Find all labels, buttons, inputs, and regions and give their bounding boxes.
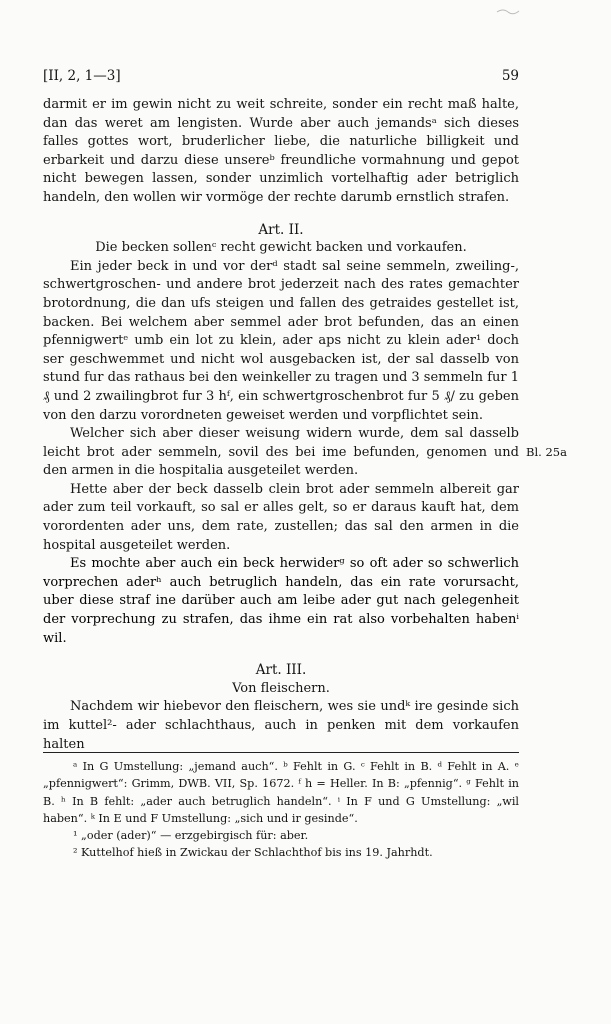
article-subtitle: Von fleischern. <box>232 680 330 696</box>
scan-smudge <box>495 6 521 18</box>
paragraph: Nachdem wir hiebevor den fleischern, wes sie undᵏ ire gesinde sich im kuttel²- ader schlachthaus, auch in penken mit dem vorkaufen halten <box>43 699 519 752</box>
paragraph: Es mochte aber auch ein beck herwiderᵍ so oft ader so schwerlich vorprechen aderʰ auch betruglich handeln, das ein rate vorursacht, uber diese straf ine darüber auch am leibe ader gut nach gelegenheit der vorprechung zu strafen, das ihme ein rat also vorbehalten habenⁱ wil. <box>43 556 519 646</box>
main-text <box>43 96 519 754</box>
footnote: ² Kuttelhof hieß in Zwickau der Schlachthof bis ins 19. Jahrhdt. <box>73 846 433 860</box>
paragraph: Hette aber der beck dasselb clein brot ader semmeln albereit gar ader zum teil vorkauft, so sal er alles gelt, so er daraus kauft hat, dem vorordenten ader uns, dem rate, zustellen; das sal den armen in die hospital ausgeteilet werden. <box>43 481 519 553</box>
page-number: 59 <box>501 68 519 84</box>
section-reference: [II, 2, 1—3] <box>43 68 121 84</box>
footnote-rule <box>43 752 519 753</box>
paragraph: darmit er im gewin nicht zu weit schreite, sonder ein recht maß halte, dan das weret am lengisten. Wurde aber auch jemandsᵃ sich dieses falles gottes wort, bruderlicher liebe, die naturliche billigkeit und erbarkeit und darzu diese unsereᵇ freundliche vormahnung und gepot nicht bewegen lassen, sonder unzimlich vortelhaftig ader betriglich handeln, den wollen wir vormöge der rechte darumb ernstlich strafen. <box>43 97 519 205</box>
footnote: ᵃ In G Umstellung: „jemand auch“. ᵇ Fehlt in G. ᶜ Fehlt in B. ᵈ Fehlt in A. ᵉ „pfennigwert“: Grimm, DWB. VII, Sp. 1672. ᶠ h = Heller. In B: „pfennig“. ᵍ Fehlt in B. ʰ In B fehlt: „ader auch betruglich handeln“. ⁱ In F und G Umstellung: „wil haben“. ᵏ In E und F Umstellung: „sich und ir gesinde“. <box>43 760 519 825</box>
article-heading: Art. III. <box>255 662 307 679</box>
margin-note: Bl. 25a <box>526 445 567 459</box>
footnote: ¹ „oder (ader)“ — erzgebirgisch für: aber. <box>73 829 309 843</box>
article-heading: Art. II. <box>258 221 304 238</box>
paragraph: Welcher sich aber dieser weisung widern wurde, dem sal dasselb leicht brot ader semmeln, sovil des bei ime befunden, genomen und den armen in die hospitalia ausgeteilet werden. <box>43 426 519 479</box>
paragraph: Ein jeder beck in und vor derᵈ stadt sal seine semmeln, zweiling-, schwertgroschen- und andere brot jederzeit nach des rates gemachter brotordnung, die dan ufs steigen und fallen des getraides gestellet ist, backen. Bei welchem aber semmel ader brot befunden, das an einen pfennigwertᵉ umb ein lot zu klein, ader aps nicht zu klein ader¹ doch ser geschwemmet und nicht wol ausgebacken ist, der sal dasselb von stund fur das rathaus bei den weinkeller zu tragen und 3 semmeln fur 1 ₰ und 2 zwailingbrot fur 3 hᶠ, ein schwertgroschenbrot fur 5 ₰/ zu geben von den darzu vorordneten geweiset werden und vorpflichtet sein. <box>43 258 519 423</box>
footnotes <box>43 758 519 862</box>
article-subtitle: Die becken sollenᶜ recht gewicht backen und vorkaufen. <box>95 240 467 256</box>
running-header <box>43 68 519 88</box>
